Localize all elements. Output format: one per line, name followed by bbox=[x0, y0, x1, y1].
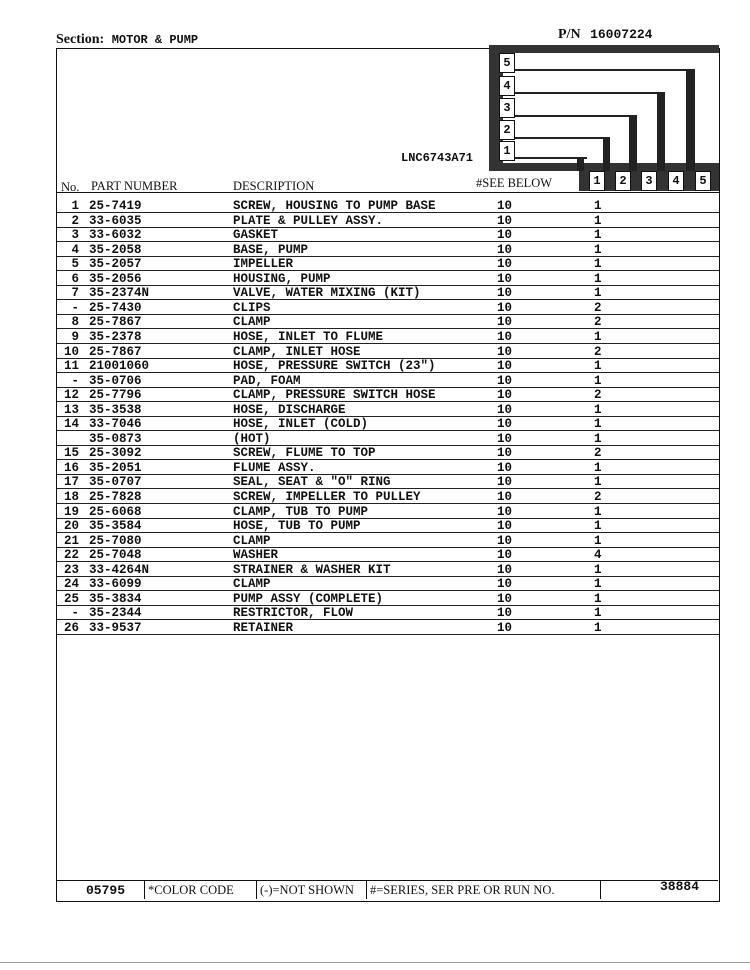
row-part-number: 33-6032 bbox=[89, 228, 142, 243]
row-number: 9 bbox=[71, 329, 79, 344]
row-part-number: 33-7046 bbox=[89, 417, 142, 432]
row-description: IMPELLER bbox=[233, 257, 294, 272]
row-description: PLATE & PULLEY ASSY. bbox=[233, 213, 384, 228]
row-quantity: 1 bbox=[594, 271, 602, 286]
row-part-number: 25-7796 bbox=[89, 388, 142, 403]
row-part-number: 33-4264N bbox=[89, 562, 150, 577]
row-number: - bbox=[71, 373, 79, 388]
bottom-rule bbox=[0, 962, 750, 963]
row-series: 10 bbox=[497, 431, 513, 446]
row-description: GASKET bbox=[233, 228, 279, 243]
diagram-code: LNC6743A71 bbox=[401, 151, 474, 165]
row-quantity: 1 bbox=[594, 199, 602, 213]
row-quantity: 2 bbox=[594, 315, 602, 330]
row-description: RESTRICTOR, FLOW bbox=[233, 606, 354, 621]
row-part-number: 25-7867 bbox=[89, 344, 142, 359]
row-number: - bbox=[71, 606, 79, 621]
row-part-number: 33-9537 bbox=[89, 620, 142, 635]
section-label: Section: bbox=[56, 32, 105, 47]
row-series: 10 bbox=[497, 315, 513, 330]
row-description: HOUSING, PUMP bbox=[233, 271, 331, 286]
row-description: (HOT) bbox=[233, 431, 271, 446]
col-no: No. bbox=[61, 180, 80, 194]
row-part-number: 25-7419 bbox=[89, 199, 142, 213]
row-description: VALVE, WATER MIXING (KIT) bbox=[233, 286, 421, 301]
row-number: 10 bbox=[63, 344, 79, 359]
row-description: FLUME ASSY. bbox=[233, 460, 316, 475]
row-part-number: 25-6068 bbox=[89, 504, 142, 519]
row-number: 14 bbox=[63, 417, 79, 432]
row-number: - bbox=[71, 300, 79, 315]
series-col-3: 3 bbox=[641, 171, 657, 191]
row-number: 13 bbox=[63, 402, 79, 417]
section-heading bbox=[56, 32, 198, 48]
row-part-number: 35-2374N bbox=[89, 286, 150, 301]
row-part-number: 33-6035 bbox=[89, 213, 142, 228]
row-number: 24 bbox=[63, 577, 79, 592]
row-quantity: 1 bbox=[594, 475, 602, 490]
row-series: 10 bbox=[497, 577, 513, 592]
row-series: 10 bbox=[497, 213, 513, 228]
row-part-number: 35-3584 bbox=[89, 519, 142, 534]
row-quantity: 1 bbox=[594, 242, 602, 257]
row-number: 17 bbox=[63, 475, 79, 490]
series-box-4: 4 bbox=[499, 76, 515, 96]
row-description: HOSE, PRESSURE SWITCH (23") bbox=[233, 359, 436, 374]
row-quantity: 1 bbox=[594, 257, 602, 272]
row-series: 10 bbox=[497, 359, 513, 374]
row-description: SCREW, IMPELLER TO PULLEY bbox=[233, 490, 421, 504]
row-part-number: 21001060 bbox=[89, 359, 150, 374]
row-description: PAD, FOAM bbox=[233, 373, 301, 388]
row-description: CLAMP bbox=[233, 533, 271, 548]
footer-date: 05795 bbox=[86, 883, 126, 898]
row-series: 10 bbox=[497, 271, 513, 286]
row-description: SCREW, HOUSING TO PUMP BASE bbox=[233, 199, 436, 213]
row-part-number: 35-2051 bbox=[89, 460, 142, 475]
row-series: 10 bbox=[497, 460, 513, 475]
row-number: 6 bbox=[71, 271, 79, 286]
row-quantity: 1 bbox=[594, 359, 602, 374]
row-series: 10 bbox=[497, 228, 513, 243]
row-quantity: 1 bbox=[594, 417, 602, 432]
row-number: 3 bbox=[71, 228, 79, 243]
row-description: CLAMP, INLET HOSE bbox=[233, 344, 361, 359]
row-description: CLAMP, PRESSURE SWITCH HOSE bbox=[233, 388, 436, 403]
row-description: BASE, PUMP bbox=[233, 242, 309, 257]
row-series: 10 bbox=[497, 388, 513, 403]
row-quantity: 1 bbox=[594, 460, 602, 475]
row-description: PUMP ASSY (COMPLETE) bbox=[233, 591, 384, 606]
row-series: 10 bbox=[497, 606, 513, 621]
row-quantity: 1 bbox=[594, 577, 602, 592]
row-number: 20 bbox=[63, 519, 79, 534]
col-description: DESCRIPTION bbox=[233, 179, 315, 193]
section-value: MOTOR & PUMP bbox=[111, 33, 199, 47]
row-quantity: 1 bbox=[594, 519, 602, 534]
row-series: 10 bbox=[497, 257, 513, 272]
row-series: 10 bbox=[497, 620, 513, 635]
footer-page-number: 38884 bbox=[660, 879, 700, 894]
row-series: 10 bbox=[497, 199, 513, 213]
row-part-number: 35-0706 bbox=[89, 373, 142, 388]
series-box-1: 1 bbox=[499, 141, 515, 161]
row-quantity: 1 bbox=[594, 213, 602, 228]
row-series: 10 bbox=[497, 475, 513, 490]
row-number: 16 bbox=[63, 460, 79, 475]
row-part-number: 25-7080 bbox=[89, 533, 142, 548]
row-quantity: 1 bbox=[594, 228, 602, 243]
series-col-1: 1 bbox=[589, 171, 605, 191]
row-part-number: 25-7828 bbox=[89, 490, 142, 504]
row-number: 21 bbox=[63, 533, 79, 548]
row-description: CLIPS bbox=[233, 300, 271, 315]
row-series: 10 bbox=[497, 519, 513, 534]
row-quantity: 2 bbox=[594, 446, 602, 461]
row-series: 10 bbox=[497, 446, 513, 461]
series-col-4: 4 bbox=[668, 171, 684, 191]
series-box-2: 2 bbox=[499, 120, 515, 140]
row-description: HOSE, TUB TO PUMP bbox=[233, 519, 361, 534]
row-part-number: 35-3538 bbox=[89, 402, 142, 417]
row-number: 25 bbox=[63, 591, 79, 606]
row-description: SCREW, FLUME TO TOP bbox=[233, 446, 376, 461]
row-description: HOSE, INLET (COLD) bbox=[233, 417, 369, 432]
row-number: 2 bbox=[71, 213, 79, 228]
row-number: 15 bbox=[63, 446, 79, 461]
row-part-number: 35-2344 bbox=[89, 606, 142, 621]
row-part-number: 35-2058 bbox=[89, 242, 142, 257]
row-quantity: 1 bbox=[594, 286, 602, 301]
row-part-number: 35-2056 bbox=[89, 271, 142, 286]
row-number: 1 bbox=[71, 199, 79, 213]
series-col-5: 5 bbox=[695, 171, 711, 191]
row-quantity: 1 bbox=[594, 606, 602, 621]
row-quantity: 1 bbox=[594, 504, 602, 519]
row-series: 10 bbox=[497, 373, 513, 388]
row-series: 10 bbox=[497, 490, 513, 504]
row-part-number: 35-0873 bbox=[89, 431, 142, 446]
part-number-heading bbox=[558, 27, 652, 43]
row-description: CLAMP bbox=[233, 315, 271, 330]
row-quantity: 2 bbox=[594, 344, 602, 359]
row-series: 10 bbox=[497, 591, 513, 606]
row-number: 23 bbox=[63, 562, 79, 577]
row-quantity: 2 bbox=[594, 388, 602, 403]
row-part-number: 35-3834 bbox=[89, 591, 142, 606]
row-number: 4 bbox=[71, 242, 79, 257]
footer-bar bbox=[56, 880, 718, 901]
row-quantity: 1 bbox=[594, 620, 602, 635]
row-description: STRAINER & WASHER KIT bbox=[233, 562, 391, 577]
row-description: HOSE, INLET TO FLUME bbox=[233, 329, 384, 344]
row-number: 11 bbox=[63, 359, 79, 374]
series-col-2: 2 bbox=[615, 171, 631, 191]
series-box-5: 5 bbox=[499, 53, 515, 73]
row-description: CLAMP, TUB TO PUMP bbox=[233, 504, 369, 519]
row-number: 19 bbox=[63, 504, 79, 519]
row-quantity: 1 bbox=[594, 373, 602, 388]
row-quantity: 1 bbox=[594, 533, 602, 548]
row-part-number: 25-3092 bbox=[89, 446, 142, 461]
row-quantity: 1 bbox=[594, 329, 602, 344]
footer-color-code: *COLOR CODE bbox=[148, 883, 234, 897]
row-series: 10 bbox=[497, 562, 513, 577]
row-quantity: 1 bbox=[594, 591, 602, 606]
row-series: 10 bbox=[497, 300, 513, 315]
row-description: HOSE, DISCHARGE bbox=[233, 402, 346, 417]
row-quantity: 2 bbox=[594, 490, 602, 504]
row-series: 10 bbox=[497, 533, 513, 548]
row-part-number: 25-7048 bbox=[89, 548, 142, 563]
parts-list-frame bbox=[56, 48, 720, 902]
row-part-number: 35-0707 bbox=[89, 475, 142, 490]
row-description: RETAINER bbox=[233, 620, 294, 635]
footer-not-shown: (-)=NOT SHOWN bbox=[260, 883, 354, 897]
row-part-number: 33-6099 bbox=[89, 577, 142, 592]
row-series: 10 bbox=[497, 242, 513, 257]
row-series: 10 bbox=[497, 286, 513, 301]
pn-value: 16007224 bbox=[590, 27, 653, 42]
row-quantity: 1 bbox=[594, 562, 602, 577]
row-series: 10 bbox=[497, 402, 513, 417]
row-series: 10 bbox=[497, 504, 513, 519]
col-part-number: PART NUMBER bbox=[91, 179, 178, 193]
row-series: 10 bbox=[497, 329, 513, 344]
row-series: 10 bbox=[497, 548, 513, 563]
row-number: 22 bbox=[63, 548, 79, 563]
row-part-number: 25-7430 bbox=[89, 300, 142, 315]
row-quantity: 1 bbox=[594, 402, 602, 417]
footer-series-note: #=SERIES, SER PRE OR RUN NO. bbox=[370, 883, 555, 897]
row-number: 18 bbox=[63, 490, 79, 504]
row-quantity: 1 bbox=[594, 431, 602, 446]
row-number: 26 bbox=[63, 620, 79, 635]
row-quantity: 4 bbox=[594, 548, 602, 563]
row-description: WASHER bbox=[233, 548, 279, 563]
row-part-number: 25-7867 bbox=[89, 315, 142, 330]
row-number: 12 bbox=[63, 388, 79, 403]
row-number: 5 bbox=[71, 257, 79, 272]
row-number: 7 bbox=[71, 286, 79, 301]
row-series: 10 bbox=[497, 344, 513, 359]
row-part-number: 35-2378 bbox=[89, 329, 142, 344]
series-box-3: 3 bbox=[499, 98, 515, 118]
row-description: SEAL, SEAT & "O" RING bbox=[233, 475, 391, 490]
pn-label: P/N bbox=[558, 27, 581, 42]
row-number: 8 bbox=[71, 315, 79, 330]
col-see-below: #SEE BELOW bbox=[476, 176, 553, 190]
row-part-number: 35-2057 bbox=[89, 257, 142, 272]
row-series: 10 bbox=[497, 417, 513, 432]
row-description: CLAMP bbox=[233, 577, 271, 592]
row-quantity: 2 bbox=[594, 300, 602, 315]
